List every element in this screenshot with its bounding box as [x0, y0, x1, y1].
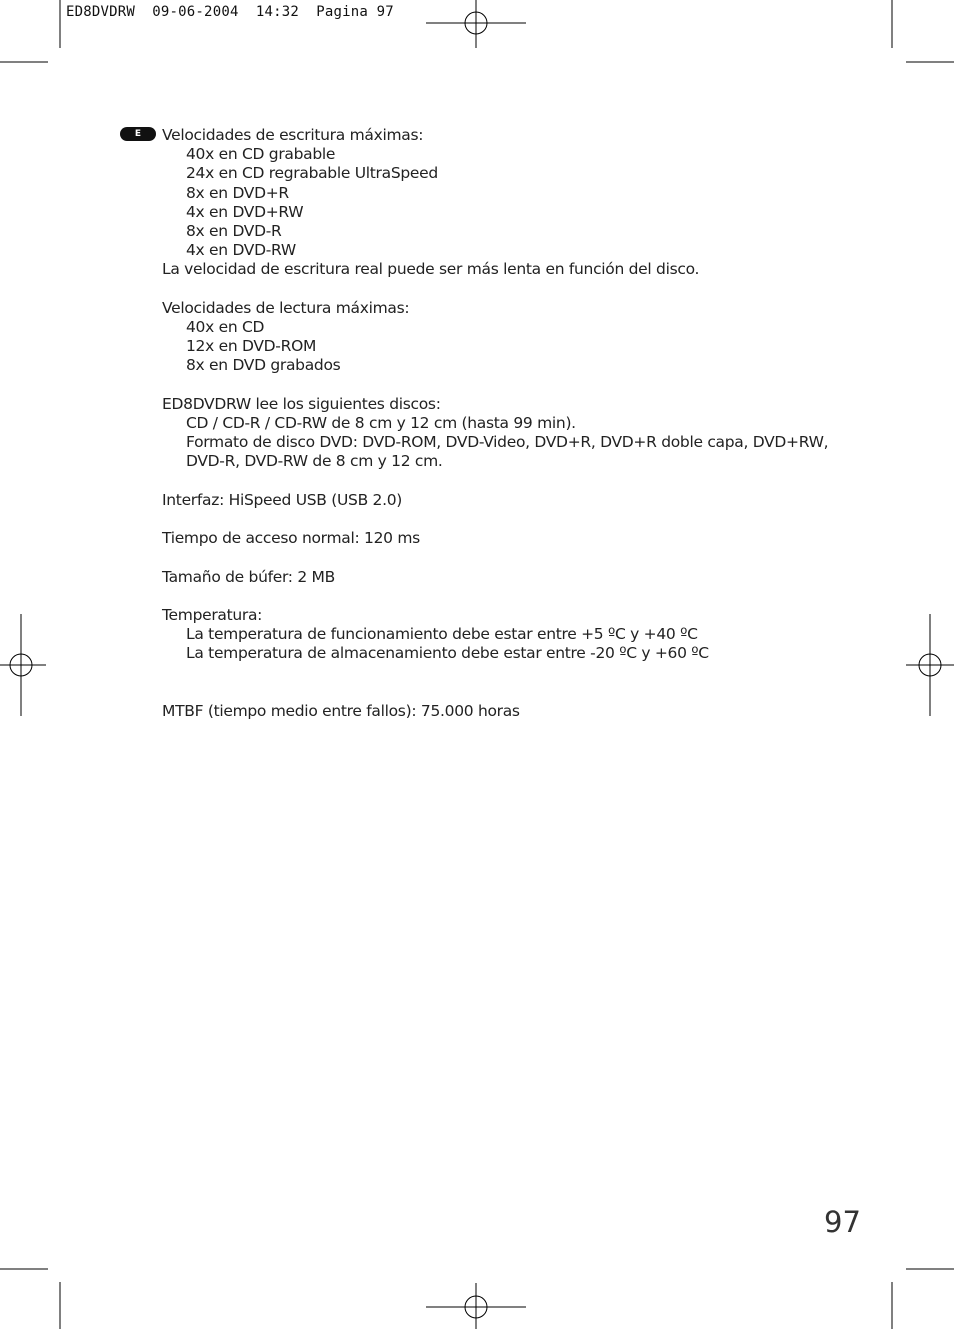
write-speed-item: 40x en CD grabable [186, 145, 336, 164]
write-speed-item: 4x en DVD+RW [186, 202, 304, 221]
temperature-item: La temperatura de funcionamiento debe estar entre +5 ºC y +40 ºC [186, 625, 698, 644]
disc-item: Formato de disco DVD: DVD-ROM, DVD-Video, DVD+R, DVD+R doble capa, DVD+RW, [186, 433, 829, 452]
write-speed-item: 8x en DVD+R [186, 183, 289, 202]
write-speed-item: 24x en CD regrabable UltraSpeed [186, 164, 438, 183]
language-badge: E [120, 127, 156, 141]
write-speed-note: La velocidad de escritura real puede ser más lenta en función del disco. [162, 260, 700, 279]
spec-content [162, 126, 862, 721]
disc-item: DVD-R, DVD-RW de 8 cm y 12 cm. [186, 452, 443, 471]
discs-heading: ED8DVDRW lee los siguientes discos: [162, 394, 441, 413]
read-speed-item: 12x en DVD-ROM [186, 337, 317, 356]
read-speeds-heading: Velocidades de lectura máximas: [162, 298, 410, 317]
mtbf-spec: MTBF (tiempo medio entre fallos): 75.000 horas [162, 701, 520, 720]
buffer-size-spec: Tamaño de búfer: 2 MB [162, 567, 335, 586]
temperature-item: La temperatura de almacenamiento debe estar entre -20 ºC y +60 ºC [186, 644, 709, 663]
page-number: 97 [824, 1205, 861, 1239]
write-speed-item: 8x en DVD-R [186, 222, 282, 241]
disc-item: CD / CD-R / CD-RW de 8 cm y 12 cm (hasta 99 min). [186, 414, 576, 433]
read-speed-item: 40x en CD [186, 318, 265, 337]
access-time-spec: Tiempo de acceso normal: 120 ms [162, 529, 420, 548]
write-speeds-heading: Velocidades de escritura máximas: [162, 126, 424, 144]
interface-spec: Interfaz: HiSpeed USB (USB 2.0) [162, 490, 403, 509]
print-slug-line: ED8DVDRW 09-06-2004 14:32 Pagina 97 [66, 4, 394, 20]
write-speed-item: 4x en DVD-RW [186, 241, 296, 260]
read-speed-item: 8x en DVD grabados [186, 356, 341, 375]
temperature-heading: Temperatura: [162, 605, 263, 624]
